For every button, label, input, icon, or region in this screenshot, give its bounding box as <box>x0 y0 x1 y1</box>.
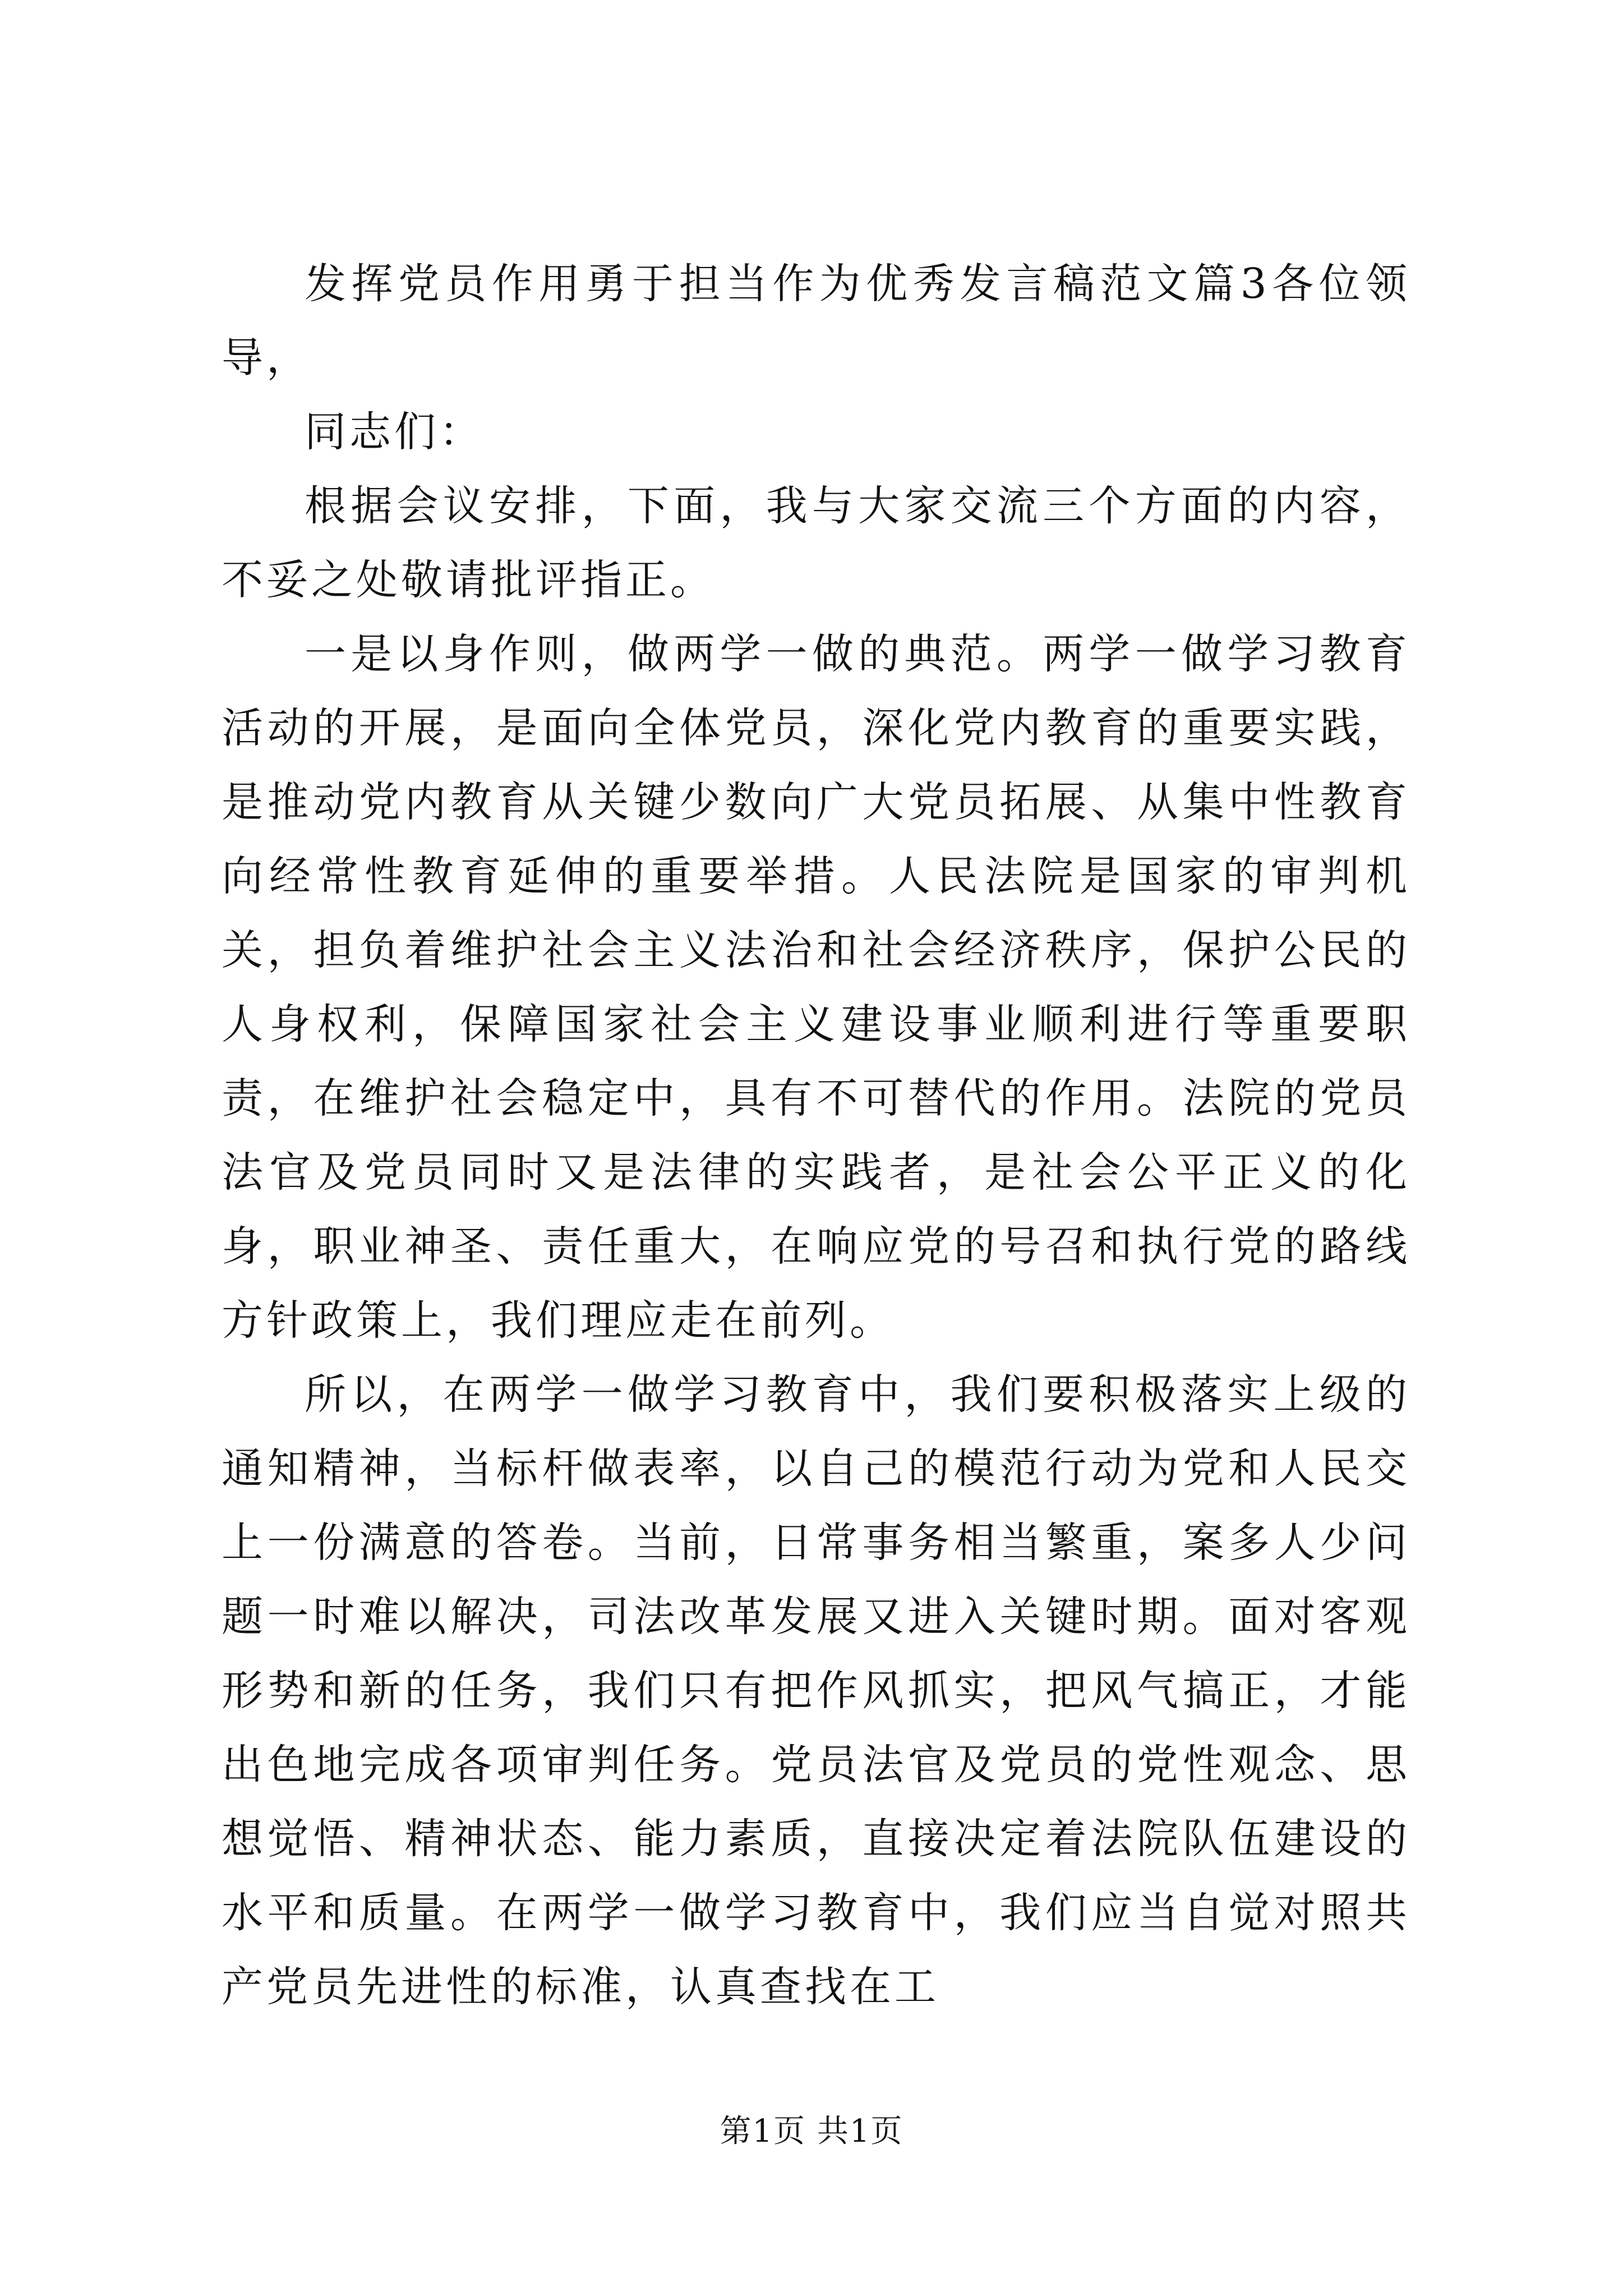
paragraph-title-line: 发挥党员作用勇于担当作为优秀发言稿范文篇3各位领导， <box>222 260 1410 382</box>
paragraph-point-one: 一是以身作则，做两学一做的典范。两学一做学习教育活动的开展，是面向全体党员，深化党内教育的重要实践，是推动党内教育从关键少数向广大党员拓展、从集中性教育向经常性教育延伸的重要举措。人民法院是国家的审判机关，担负着维护社会主义法治和社会经济秩序，保护公民的人身权利，保障国家社会主义建设事业顺利进行等重要职责，在维护社会稳定中，具有不可替代的作用。法院的党员法官及党员同时又是法律的实践者，是社会公平正义的化身，职业神圣、责任重大，在响应党的号召和执行党的路线方针政策上，我们理应走在前列。 <box>222 630 1410 1345</box>
paragraph-intro: 根据会议安排，下面，我与大家交流三个方面的内容，不妥之处敬请批评指正。 <box>222 482 1410 604</box>
paragraph-so: 所以，在两学一做学习教育中，我们要积极落实上级的通知精神，当标杆做表率，以自己的模范行动为党和人民交上一份满意的答卷。当前，日常事务相当繁重，案多人少问题一时难以解决，司法改革发展又进入关键时期。面对客观形势和新的任务，我们只有把作风抓实，把风气搞正，才能出色地完成各项审判任务。党员法官及党员的党性观念、思想觉悟、精神状态、能力素质，直接决定着法院队伍建设的水平和质量。在两学一做学习教育中，我们应当自觉对照共产党员先进性的标准，认真查找在工 <box>222 1370 1410 2011</box>
page-footer: 第1页 共1页 <box>720 2113 903 2150</box>
paragraph-salutation: 同志们： <box>305 408 484 456</box>
document-body <box>222 247 1410 2024</box>
